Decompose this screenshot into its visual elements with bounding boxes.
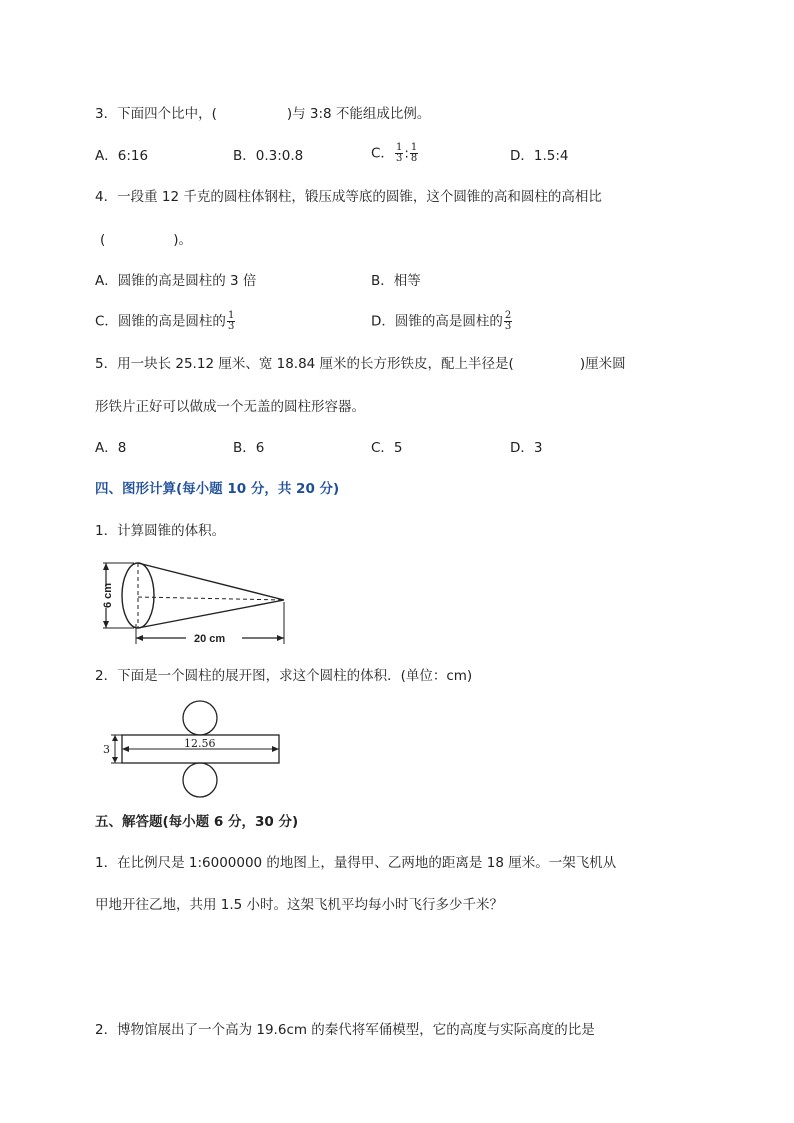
q3-option-c-sep: : bbox=[404, 145, 409, 162]
q4-option-b[interactable]: B．相等 bbox=[371, 273, 421, 289]
cylinder-net-figure bbox=[100, 700, 290, 805]
q5-stem: 5．用一块长 25.12 厘米、宽 18.84 厘米的长方形铁皮，配上半径是( )厘米圆 bbox=[95, 356, 626, 372]
section5-q2-line1: 2．博物馆展出了一个高为 19.6cm 的秦代将军俑模型，它的高度与实际高度的比是 bbox=[95, 1022, 595, 1038]
q3-option-c-label: C． bbox=[371, 145, 394, 162]
q3-stem-a: 3．下面四个比中，( bbox=[95, 106, 217, 122]
q5-option-b[interactable]: B．6 bbox=[233, 440, 265, 456]
cone-length-label: 20 cm bbox=[194, 633, 226, 645]
q4-option-c-frac: $\frac{1}{3}$ bbox=[227, 310, 235, 332]
section5-q1-line1: 1．在比例尺是 1:6000000 的地图上，量得甲、乙两地的距离是 18 厘米。一架飞机从 bbox=[95, 855, 617, 871]
q5-option-a[interactable]: A．8 bbox=[95, 440, 127, 456]
cone-figure bbox=[100, 558, 290, 648]
net-height-label: 3 bbox=[103, 743, 110, 756]
q3-option-d[interactable]: D．1.5:4 bbox=[510, 148, 569, 164]
q4-stem: 4．一段重 12 千克的圆柱体钢柱，锻压成等底的圆锥，这个圆锥的高和圆柱的高相比 bbox=[95, 189, 602, 205]
section4-q2: 2．下面是一个圆柱的展开图，求这个圆柱的体积．(单位：cm) bbox=[95, 668, 473, 684]
q4-option-d[interactable]: D．圆锥的高是圆柱的 $\frac{2}{3}$ bbox=[371, 310, 512, 332]
q3-option-c[interactable] bbox=[371, 143, 419, 164]
q3-option-c-frac1: $\frac{1}{3}$ bbox=[395, 142, 403, 164]
section4-title: 四、图形计算(每小题 10 分，共 20 分) bbox=[95, 481, 340, 497]
q3-option-b[interactable]: B．0.3:0.8 bbox=[233, 148, 304, 164]
q5-option-c[interactable]: C．5 bbox=[371, 440, 403, 456]
section5-q1-line2: 甲地开往乙地，共用 1.5 小时。这架飞机平均每小时飞行多少千米？ bbox=[95, 897, 504, 913]
q3-stem bbox=[95, 104, 430, 124]
q4-option-d-frac: $\frac{2}{3}$ bbox=[504, 310, 512, 332]
q4-option-a[interactable]: A．圆锥的高是圆柱的 3 倍 bbox=[95, 273, 257, 289]
net-width-label: 12.56 bbox=[184, 737, 216, 750]
q5-stem-line2: 形铁片正好可以做成一个无盖的圆柱形容器。 bbox=[95, 399, 365, 415]
q4-option-c[interactable]: C．圆锥的高是圆柱的 $\frac{1}{3}$ bbox=[95, 310, 235, 332]
q3-stem-b: )与 3:8 不能组成比例。 bbox=[286, 106, 431, 122]
section4-q1: 1．计算圆锥的体积。 bbox=[95, 523, 226, 539]
q5-option-d[interactable]: D．3 bbox=[510, 440, 543, 456]
q3-option-a[interactable]: A．6:16 bbox=[95, 148, 149, 164]
section5-title: 五、解答题(每小题 6 分，30 分) bbox=[95, 814, 299, 830]
cone-diameter-label: 6 cm bbox=[102, 582, 114, 608]
q3-option-c-frac2: $\frac{1}{8}$ bbox=[410, 142, 418, 164]
q4-blank-line: ( )。 bbox=[100, 232, 193, 248]
